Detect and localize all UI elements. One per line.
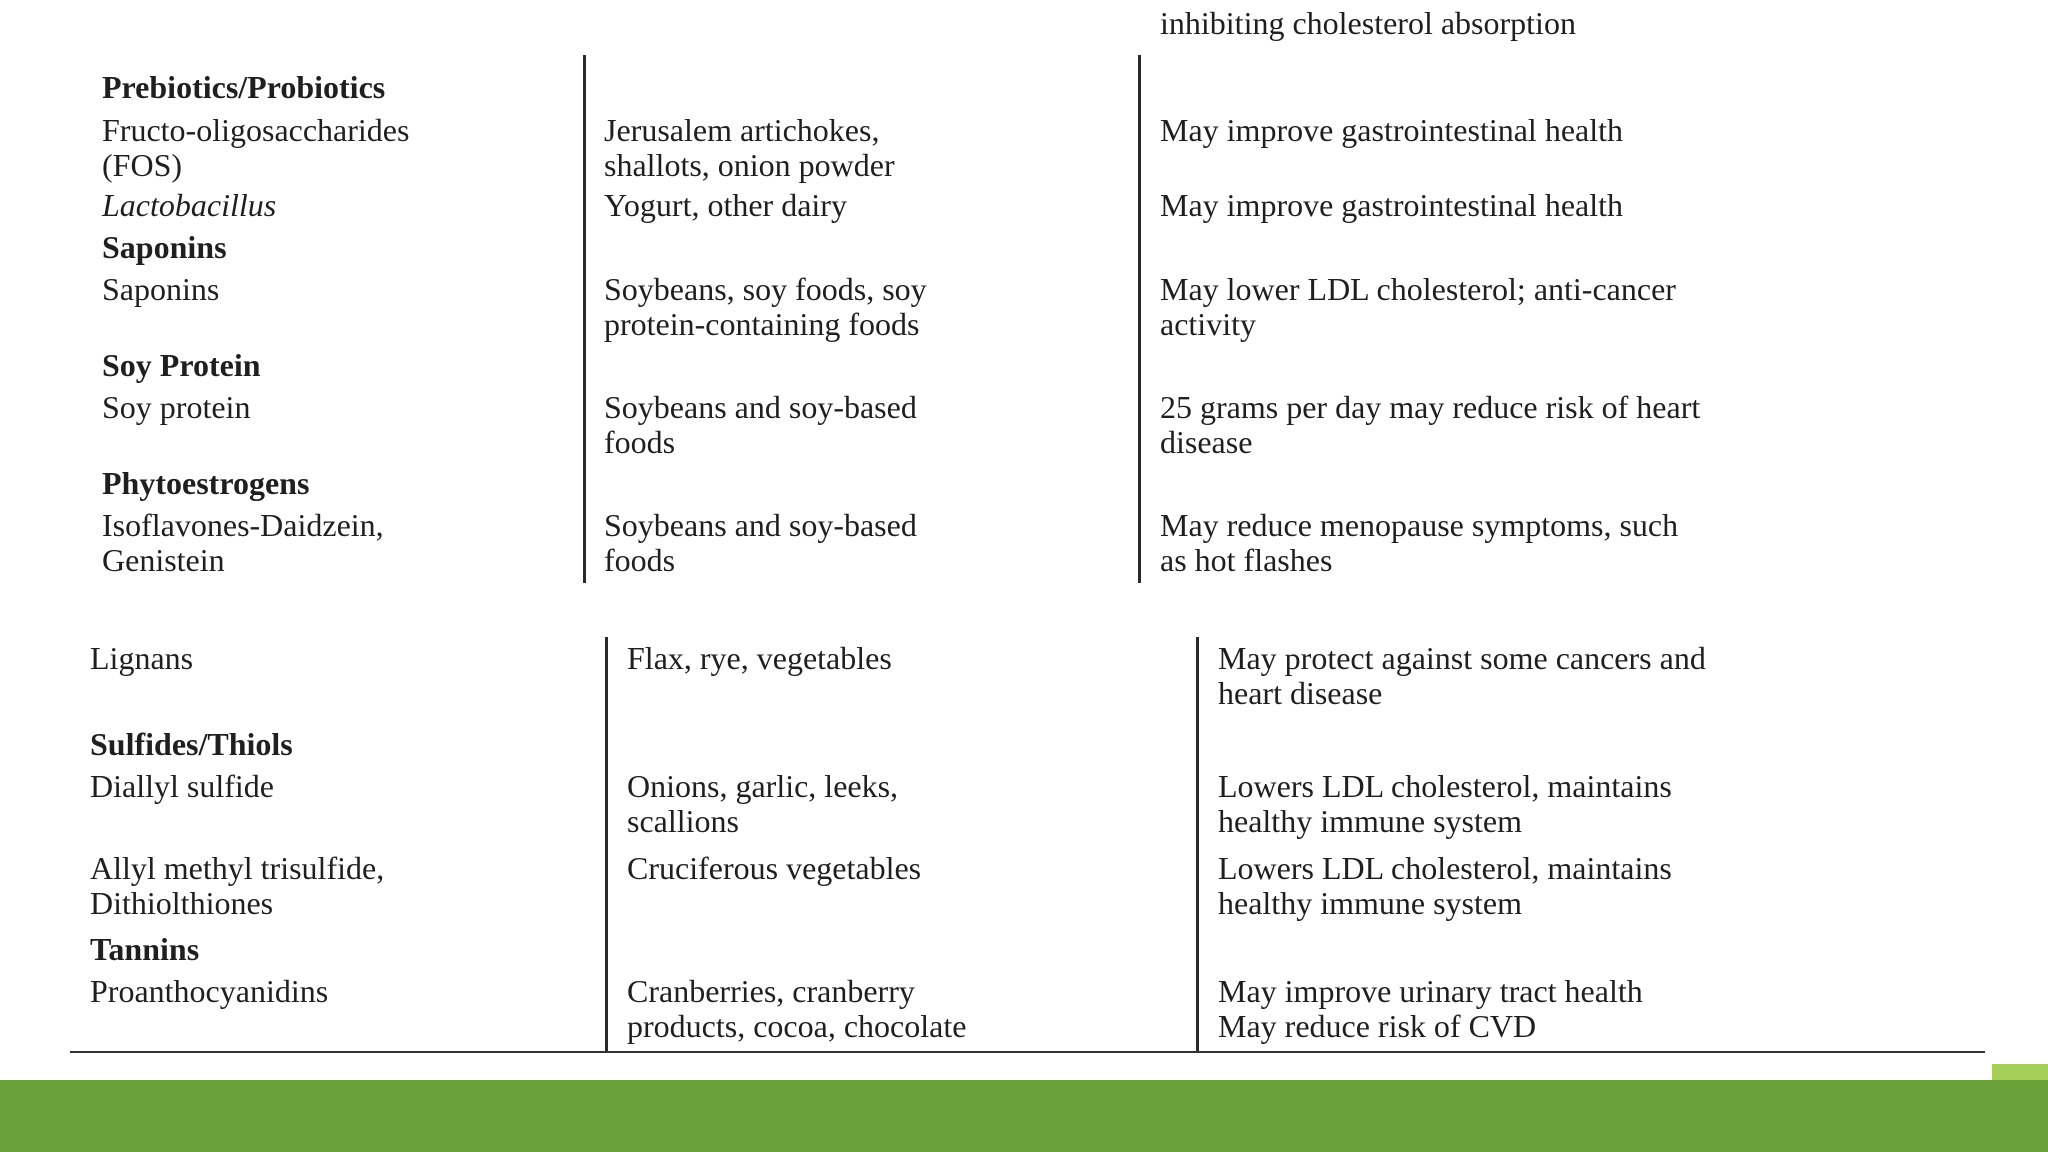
lower-table-bottom-rule [70,1051,1985,1053]
compound-cell: Saponins [102,229,227,265]
compound-cell: Fructo-oligosaccharides (FOS) [102,112,410,183]
food-source-cell: Cruciferous vegetables [627,850,922,886]
compound-cell: Lignans [90,640,194,676]
food-source-cell: Onions, garlic, leeks, scallions [627,768,899,839]
upper-table-divider-1 [583,55,586,583]
food-source-cell: Yogurt, other dairy [604,187,847,223]
compound-cell: Phytoestrogens [102,465,310,501]
compound-cell: Soy protein [102,389,251,425]
health-benefit-cell: May improve gastrointestinal health [1160,187,1623,223]
compound-cell: Allyl methyl trisulfide, Dithiolthiones [90,850,385,921]
compound-cell: Saponins [102,271,220,307]
food-source-cell: Flax, rye, vegetables [627,640,892,676]
health-benefit-cell: 25 grams per day may reduce risk of heart disease [1160,389,1701,460]
lower-table-divider-1 [605,637,608,1052]
food-source-cell: Cranberries, cranberry products, cocoa, chocolate [627,973,967,1044]
compound-cell: Isoflavones-Daidzein, Genistein [102,507,384,578]
upper-table-divider-2 [1138,55,1141,583]
health-benefit-cell: May protect against some cancers and heart disease [1218,640,1706,711]
food-source-cell: Soybeans and soy-based foods [604,389,917,460]
compound-cell: Prebiotics/Probiotics [102,69,386,105]
food-source-cell: Soybeans, soy foods, soy protein-containing foods [604,271,927,342]
compound-cell: Tannins [90,931,200,967]
lower-table-divider-2 [1196,637,1199,1052]
health-benefit-cell: May lower LDL cholesterol; anti-cancer activity [1160,271,1676,342]
clipped-top-text-content: inhibiting cholesterol absorption [1160,5,1576,41]
health-benefit-cell: May improve gastrointestinal health [1160,112,1623,148]
health-benefit-cell: May reduce menopause symptoms, such as hot flashes [1160,507,1679,578]
footer-green-bar [0,1080,2048,1152]
clipped-top-text [1160,5,1576,60]
health-benefit-cell: Lowers LDL cholesterol, maintains healthy immune system [1218,768,1672,839]
food-source-cell: Jerusalem artichokes, shallots, onion powder [604,112,895,183]
compound-cell: Lactobacillus [102,187,277,223]
compound-cell: Proanthocyanidins [90,973,329,1009]
food-source-cell: Soybeans and soy-based foods [604,507,917,578]
footer-accent-tab [1992,1064,2048,1080]
compound-cell: Soy Protein [102,347,261,383]
health-benefit-cell: Lowers LDL cholesterol, maintains healthy immune system [1218,850,1672,921]
health-benefit-cell: May improve urinary tract health May reduce risk of CVD [1218,973,1643,1044]
compound-cell: Sulfides/Thiols [90,726,293,762]
compound-cell: Diallyl sulfide [90,768,274,804]
